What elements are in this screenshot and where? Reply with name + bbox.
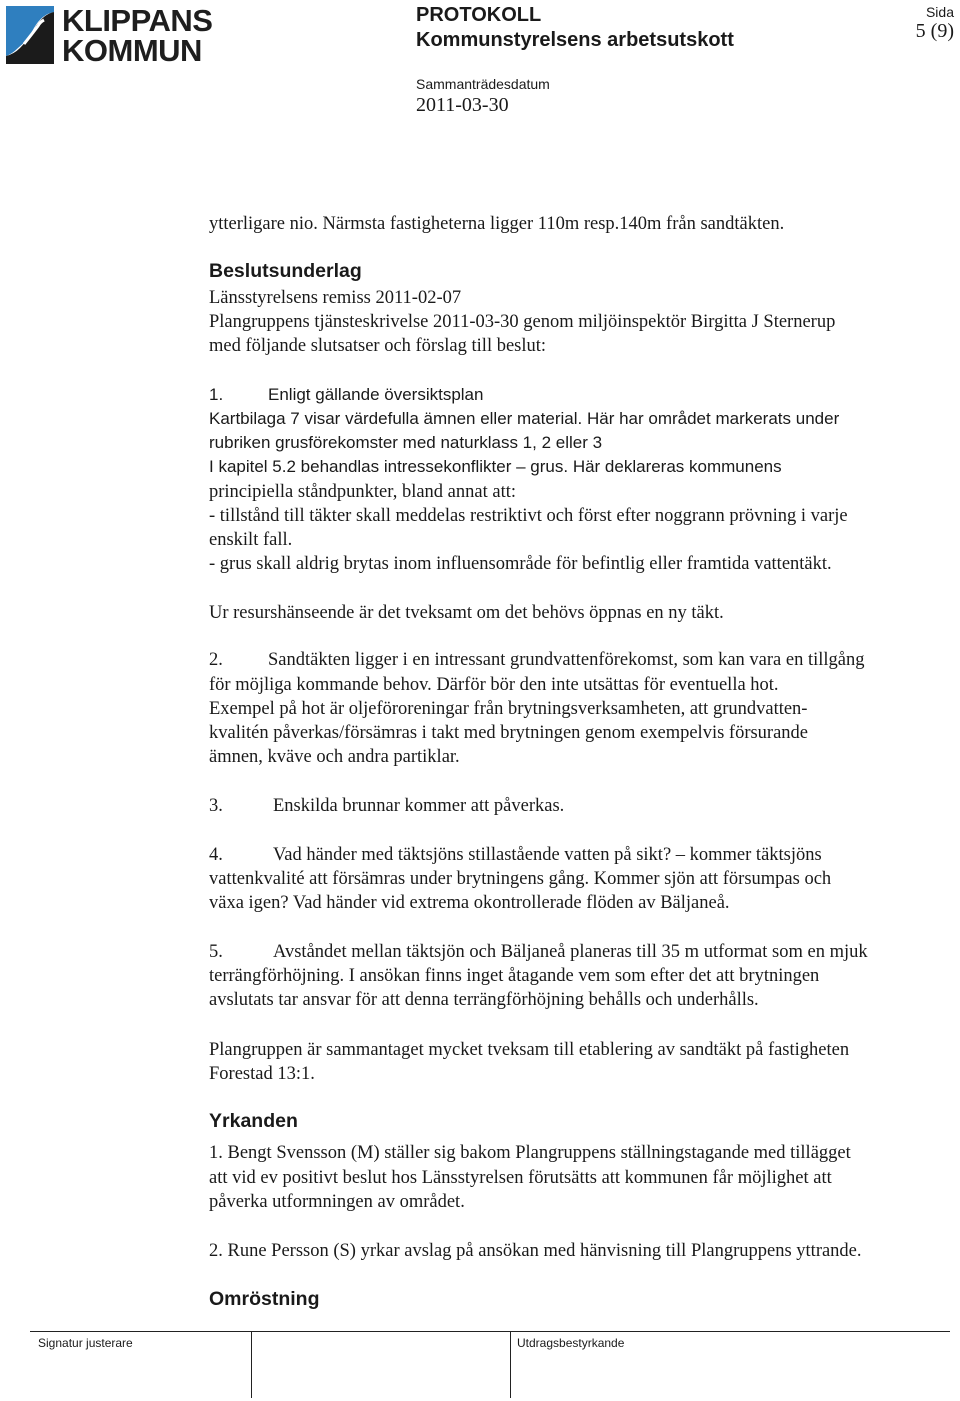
meeting-date-value: 2011-03-30 xyxy=(416,94,509,116)
point4-first-line: Vad händer med täktsjöns stillastående vatten på sikt? – kommer täktsjöns xyxy=(273,845,822,865)
logo-text-line2: KOMMUN xyxy=(62,33,202,68)
point-title: Enligt gällande översiktsplan xyxy=(268,385,484,404)
point4-line: vattenkvalité att försämras under brytningens gång. Kommer sjön att försumpas och xyxy=(209,869,832,889)
yrkande-line: påverka utformningen av området. xyxy=(209,1192,465,1212)
point5-line: avslutats tar ansvar för att denna terrängförhöjning behålls och underhålls. xyxy=(209,990,759,1010)
point1-line: - tillstånd till täkter skall meddelas restriktivt och först efter noggrann prövning i varje xyxy=(209,506,848,526)
point1-line: rubriken grusförekomster med naturklass 1, 2 eller 3 xyxy=(209,433,603,452)
summary-line: Plangruppen är sammantaget mycket tveksam till etablering av sandtäkt på fastigheten xyxy=(209,1040,850,1060)
point2-first-line: Sandtäkten ligger i en intressant grundvattenförekomst, som kan vara en tillgång xyxy=(268,650,865,670)
point2-line: ämnen, kväve och andra partiklar. xyxy=(209,747,460,767)
point5-first-line: Avståndet mellan täktsjön och Bäljaneå planeras till 35 m utformat som en mjuk xyxy=(273,942,868,962)
point-number: 2. xyxy=(209,650,223,670)
beslutsunderlag-line: Länsstyrelsens remiss 2011-02-07 xyxy=(209,288,462,308)
point1-line: principiella ståndpunkter, bland annat att: xyxy=(209,482,516,502)
klippans-kommun-logo xyxy=(4,4,214,66)
yrkande-line: 1. Bengt Svensson (M) ställer sig bakom Plangruppens ställningstagande med tillägget xyxy=(209,1143,851,1163)
point-number: 3. xyxy=(209,796,223,816)
signature-label: Signatur justerare xyxy=(38,1336,133,1350)
point1-line: I kapitel 5.2 behandlas intressekonflikter – grus. Här deklareras kommunens xyxy=(209,457,782,476)
section-heading-yrkanden: Yrkanden xyxy=(209,1110,298,1132)
point3-first-line: Enskilda brunnar kommer att påverkas. xyxy=(273,796,565,816)
point1-line: Kartbilaga 7 visar värdefulla ämnen eller material. Här har området markerats under xyxy=(209,409,840,428)
meeting-date-label: Sammanträdesdatum xyxy=(416,76,550,92)
committee-name: Kommunstyrelsens arbetsutskott xyxy=(416,29,734,51)
section-heading-beslutsunderlag: Beslutsunderlag xyxy=(209,260,362,282)
point2-line: för möjliga kommande behov. Därför bör den inte utsättas för eventuella hot. xyxy=(209,675,779,695)
footer-column-divider xyxy=(251,1332,252,1398)
intro-text: ytterligare nio. Närmsta fastigheterna ligger 110m resp.140m från sandtäkten. xyxy=(209,214,785,234)
yrkande-line: att vid ev positivt beslut hos Länsstyrelsen förutsätts att kommunen får möjlighet att xyxy=(209,1168,832,1188)
point5-line: terrängförhöjning. I ansökan finns inget åtagande vem som efter det att brytningen xyxy=(209,966,820,986)
extract-certification-label: Utdragsbestyrkande xyxy=(517,1336,625,1350)
document-type: PROTOKOLL xyxy=(416,4,542,26)
point1-conclusion: Ur resurshänseende är det tveksamt om det behövs öppnas en ny täkt. xyxy=(209,603,724,623)
footer-divider-line xyxy=(30,1331,950,1332)
point1-line: - grus skall aldrig brytas inom influensområde för befintlig eller framtida vattentäkt. xyxy=(209,554,832,574)
point-number: 4. xyxy=(209,845,223,865)
page-number: 5 (9) xyxy=(915,20,954,42)
beslutsunderlag-line: Plangruppens tjänsteskrivelse 2011-03-30 genom miljöinspektör Birgitta J Sternerup xyxy=(209,312,836,332)
section-heading-omrostning: Omröstning xyxy=(209,1288,320,1310)
yrkande-line: 2. Rune Persson (S) yrkar avslag på ansökan med hänvisning till Plangruppens yttrande. xyxy=(209,1241,862,1261)
point-number: 1. xyxy=(209,385,224,404)
footer-column-divider xyxy=(510,1332,511,1398)
point-number: 5. xyxy=(209,942,223,962)
logo-emblem-icon xyxy=(4,4,58,66)
point4-line: växa igen? Vad händer vid extrema okontrollerade flöden av Bäljaneå. xyxy=(209,893,730,913)
page-label: Sida xyxy=(925,4,954,20)
point1-line: enskilt fall. xyxy=(209,530,293,550)
summary-line: Forestad 13:1. xyxy=(209,1064,315,1084)
logo-text-line1: KLIPPANS xyxy=(62,3,213,38)
beslutsunderlag-line: med följande slutsatser och förslag till beslut: xyxy=(209,336,547,356)
point2-line: Exempel på hot är oljeföroreningar från brytningsverksamheten, att grundvatten- xyxy=(209,699,808,719)
point2-line: kvalitén påverkas/försämras i takt med brytningen genom exempelvis försurande xyxy=(209,723,809,743)
